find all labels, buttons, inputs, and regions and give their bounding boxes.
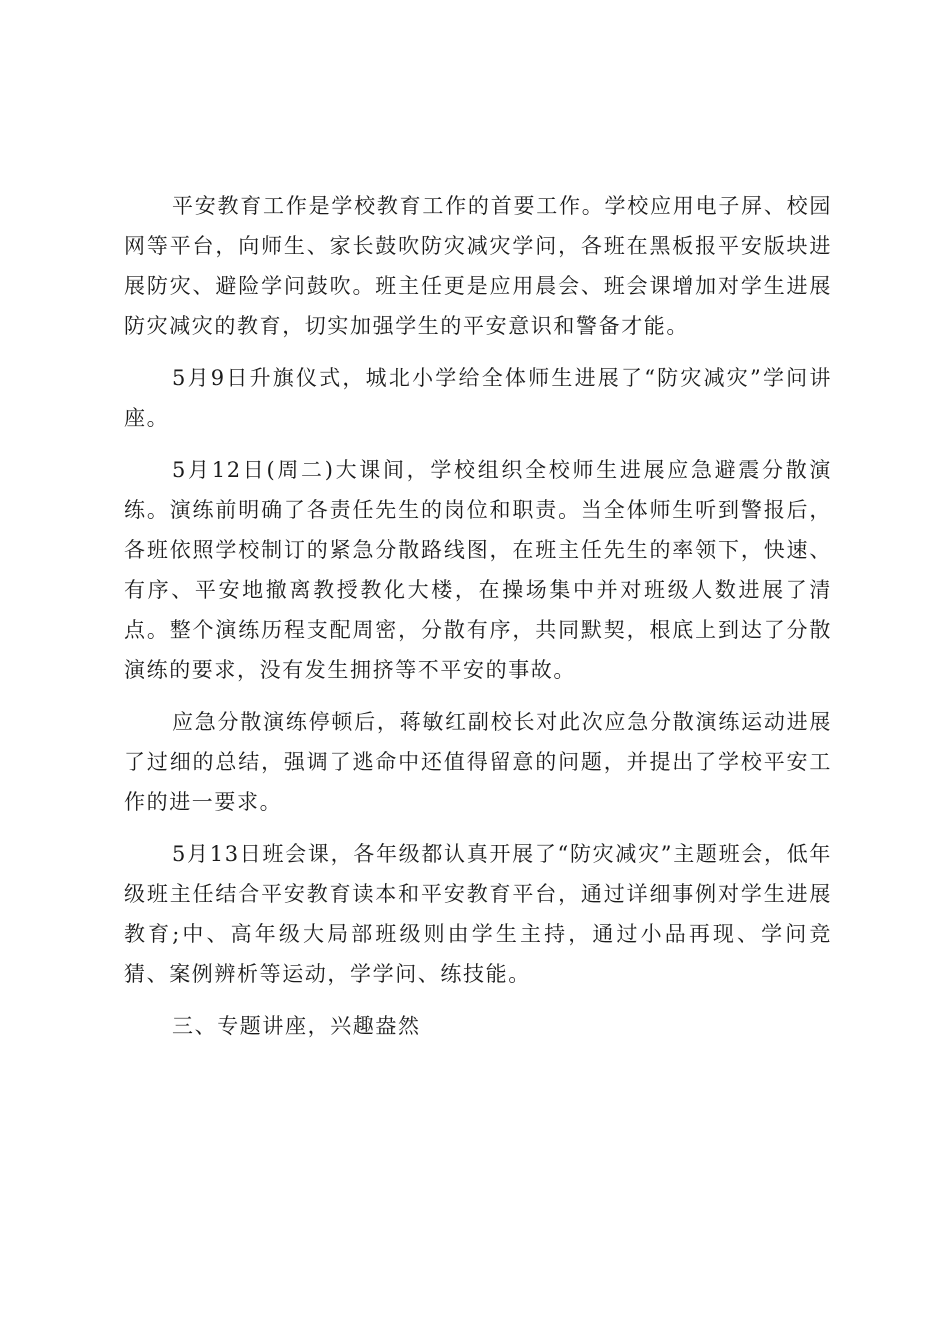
paragraph-flag-ceremony: 5月9日升旗仪式，城北小学给全体师生进展了“防灾减灾”学问讲座。 <box>124 366 832 430</box>
paragraph-safety-education: 平安教育工作是学校教育工作的首要工作。学校应用电子屏、校园网等平台，向师生、家长鼓吹防灾减灾学问，各班在黑板报平安版块进展防灾、避险学问鼓吹。班主任更是应用晨会、班会课增加对学生进展防灾减灾的教育，切实加强学生的平安意识和警备才能。 <box>124 194 832 338</box>
section-heading: 三、专题讲座，兴趣盎然 <box>172 1014 421 1038</box>
paragraph-class-meeting: 5月13日班会课，各年级都认真开展了“防灾减灾”主题班会，低年级班主任结合平安教育读本和平安教育平台，通过详细事例对学生进展教育;中、高年级大局部班级则由学生主持，通过小品再现、学问竞猜、案例辨析等运动，学学问、练技能。 <box>124 842 832 986</box>
document-body <box>124 186 832 1046</box>
paragraph-drill-summary: 应急分散演练停顿后，蒋敏红副校长对此次应急分散演练运动进展了过细的总结，强调了逃命中还值得留意的问题，并提出了学校平安工作的进一要求。 <box>124 710 832 814</box>
paragraph-evacuation-drill: 5月12日(周二)大课间，学校组织全校师生进展应急避震分散演练。演练前明确了各责任先生的岗位和职责。当全体师生听到警报后，各班依照学校制订的紧急分散路线图，在班主任先生的率领下，快速、有序、平安地撤离教授教化大楼，在操场集中并对班级人数进展了清点。整个演练历程支配周密，分散有序，共同默契，根底上到达了分散演练的要求，没有发生拥挤等不平安的事故。 <box>124 458 832 682</box>
